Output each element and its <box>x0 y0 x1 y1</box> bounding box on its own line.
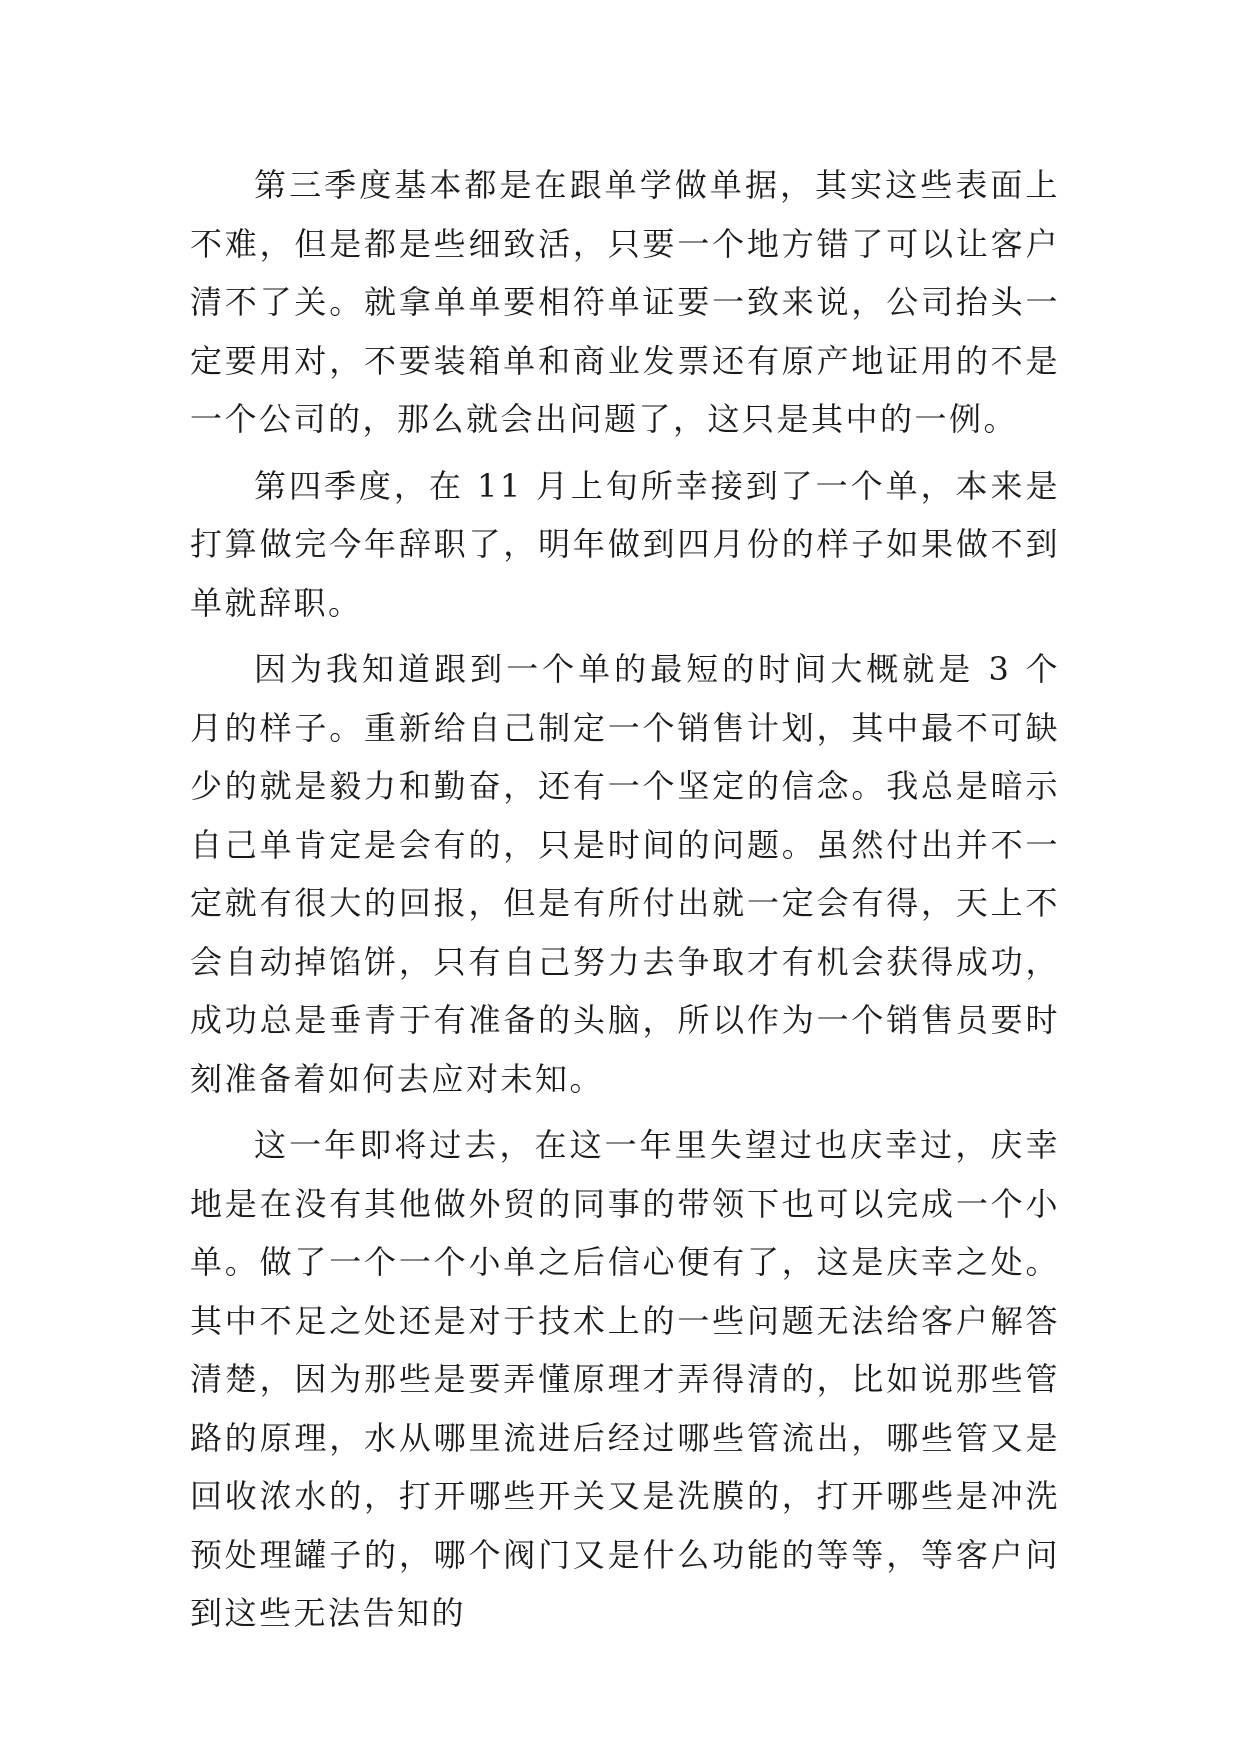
paragraph-reflection: 这一年即将过去，在这一年里失望过也庆幸过，庆幸地是在没有其他做外贸的同事的带领下也可以完成一个小单。做了一个一个小单之后信心便有了，这是庆幸之处。其中不足之处还是对于技术上的一些问题无法给客户解答清楚，因为那些是要弄懂原理才弄得清的，比如说那些管路的原理，水从哪里流进后经过哪些管流出，哪些管又是回收浓水的，打开哪些开关又是洗膜的，打开哪些是冲洗预处理罐子的，哪个阀门又是什么功能的等等，等客户问到这些无法告知的 <box>190 1126 1060 1632</box>
paragraph-q3: 第三季度基本都是在跟单学做单据，其实这些表面上不难，但是都是些细致活，只要一个地方错了可以让客户清不了关。就拿单单要相符单证要一致来说，公司抬头一定要用对，不要装箱单和商业发票还有原产地证用的不是一个公司的，那么就会出问题了，这只是其中的一例。 <box>190 166 1060 438</box>
paragraph-plan: 因为我知道跟到一个单的最短的时间大概就是 3 个月的样子。重新给自己制定一个销售计划，其中最不可缺少的就是毅力和勤奋，还有一个坚定的信念。我总是暗示自己单肯定是会有的，只是时间的问题。虽然付出并不一定就有很大的回报，但是有所付出就一定会有得，天上不会自动掉馅饼，只有自己努力去争取才有机会获得成功，成功总是垂青于有准备的头脑，所以作为一个销售员要时刻准备着如何去应对未知。 <box>190 650 1060 1098</box>
document-body <box>190 156 1060 1651</box>
paragraph-q4: 第四季度，在 11 月上旬所幸接到了一个单，本来是打算做完今年辞职了，明年做到四月份的样子如果做不到单就辞职。 <box>190 466 1060 622</box>
